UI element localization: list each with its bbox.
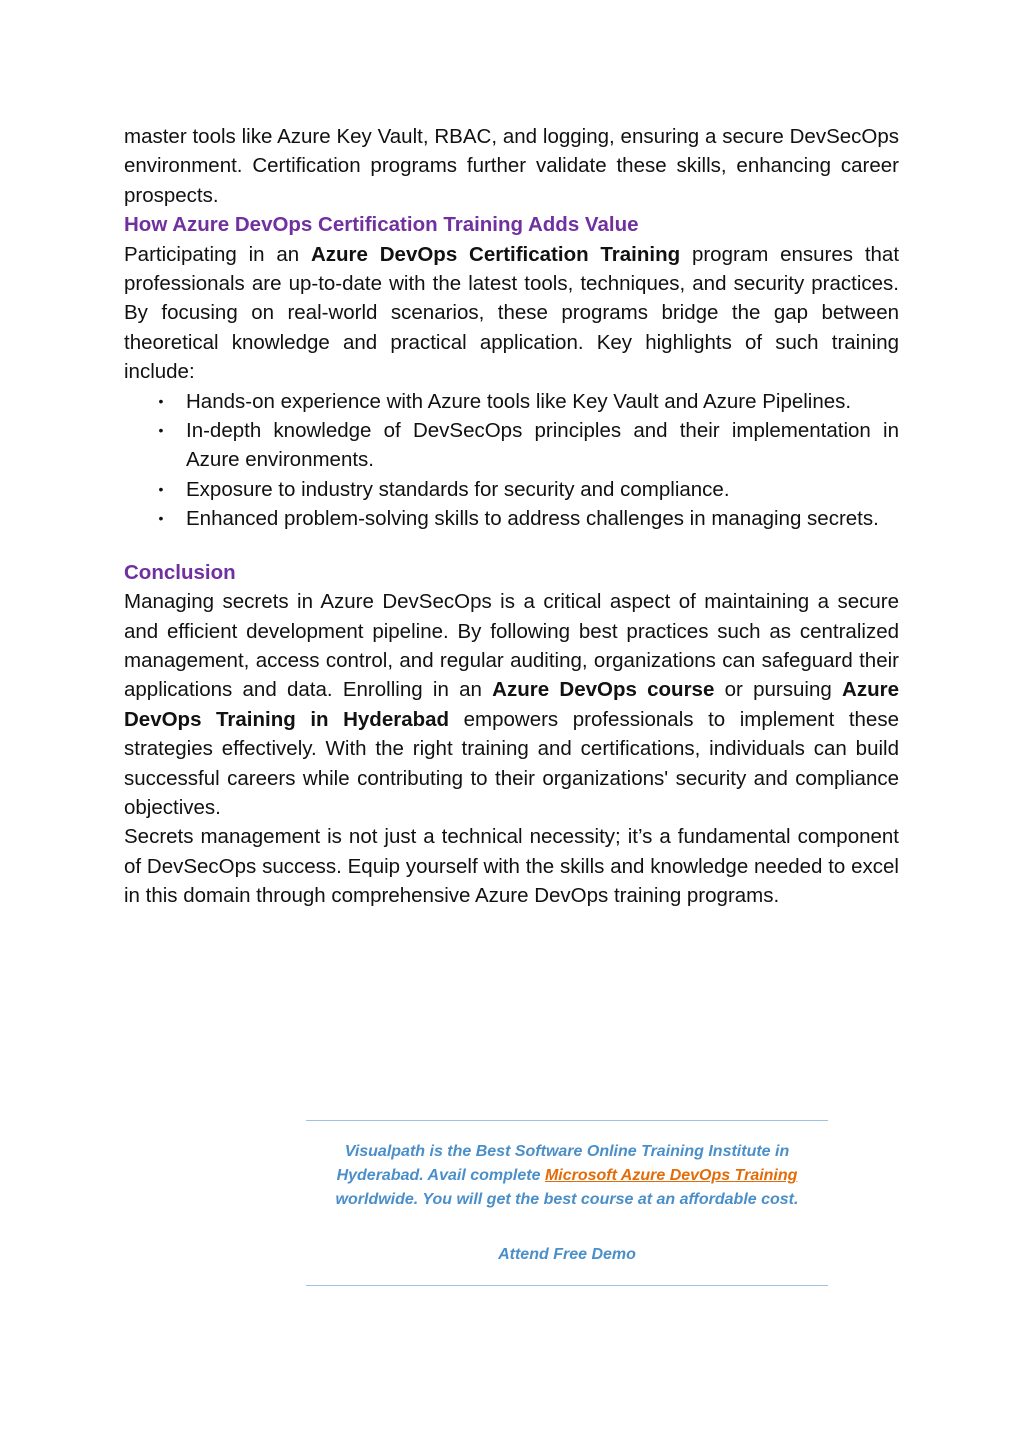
- promo-text: [306, 1140, 828, 1212]
- conclusion-text-2: Secrets management is not just a technical necessity; it’s a fundamental component of DevSecOps success. Equip yourself with the skills and knowledge needed to excel in this domain through comprehensive Azure DevOps training programs.: [124, 825, 899, 908]
- value-text-before: Participating in an: [124, 242, 311, 266]
- value-text-after: program ensures that professionals are up-to-date with the latest tools, techniques, and security practices. By focusing on real-world scenarios, these programs bridge the gap between theoretical knowledge and practical application. Key highlights of such training include:: [124, 242, 900, 384]
- list-item-text: In-depth knowledge of DevSecOps principles and their implementation in Azure environments.: [186, 419, 899, 472]
- value-bold-term: Azure DevOps Certification Training: [310, 242, 681, 266]
- course-bold-term: Azure DevOps course: [492, 678, 715, 702]
- list-item-text: Exposure to industry standards for security and compliance.: [186, 477, 730, 501]
- conclusion-text-c: empowers professionals to implement these strategies effectively. With the right training and certifications, individuals can build successful careers while contributing to their organizations' security and compliance objectives.: [124, 707, 899, 819]
- section-heading-conclusion: Conclusion: [124, 560, 236, 584]
- conclusion-text-a: Managing secrets in Azure DevSecOps is a critical aspect of maintaining a secure and efficient development pipeline. By following best practices such as centralized management, access control, and regular auditing, organizations can safeguard their applications and data. Enrolling in an: [124, 590, 899, 702]
- promo-text-before: Visualpath is the Best Software Online Training Institute in Hyderabad. Avail complete: [336, 1143, 790, 1184]
- intro-paragraph: [124, 122, 899, 210]
- document-page: [124, 122, 899, 911]
- conclusion-text-b: or pursuing: [714, 678, 843, 702]
- bullet-icon: •: [158, 392, 164, 409]
- highlights-list: [124, 387, 899, 534]
- list-item: [124, 416, 899, 475]
- promo-box: [306, 1120, 828, 1286]
- value-paragraph: [124, 240, 899, 387]
- attend-free-demo-link[interactable]: Attend Free Demo: [498, 1246, 636, 1263]
- azure-devops-training-link[interactable]: Microsoft Azure DevOps Training: [544, 1167, 798, 1184]
- list-item-text: Hands-on experience with Azure tools like Key Vault and Azure Pipelines.: [186, 389, 852, 413]
- section-heading-value: How Azure DevOps Certification Training Adds Value: [124, 213, 639, 237]
- promo-text-after: worldwide. You will get the best course at an affordable cost.: [335, 1191, 799, 1208]
- conclusion-paragraph-1: [124, 587, 899, 822]
- bullet-icon: •: [158, 422, 164, 439]
- conclusion-paragraph-2: [124, 822, 899, 910]
- list-item: [124, 475, 899, 504]
- bullet-icon: •: [158, 480, 164, 497]
- hyderabad-bold-term: Azure DevOps Training in Hyderabad: [124, 678, 899, 731]
- bullet-icon: •: [158, 510, 164, 527]
- intro-text: master tools like Azure Key Vault, RBAC, and logging, ensuring a secure DevSecOps environment. Certification programs further validate these skills, enhancing career prospects.: [124, 125, 899, 207]
- list-item-text: Enhanced problem-solving skills to address challenges in managing secrets.: [186, 507, 879, 531]
- list-item: [124, 387, 899, 416]
- list-item: [124, 504, 899, 533]
